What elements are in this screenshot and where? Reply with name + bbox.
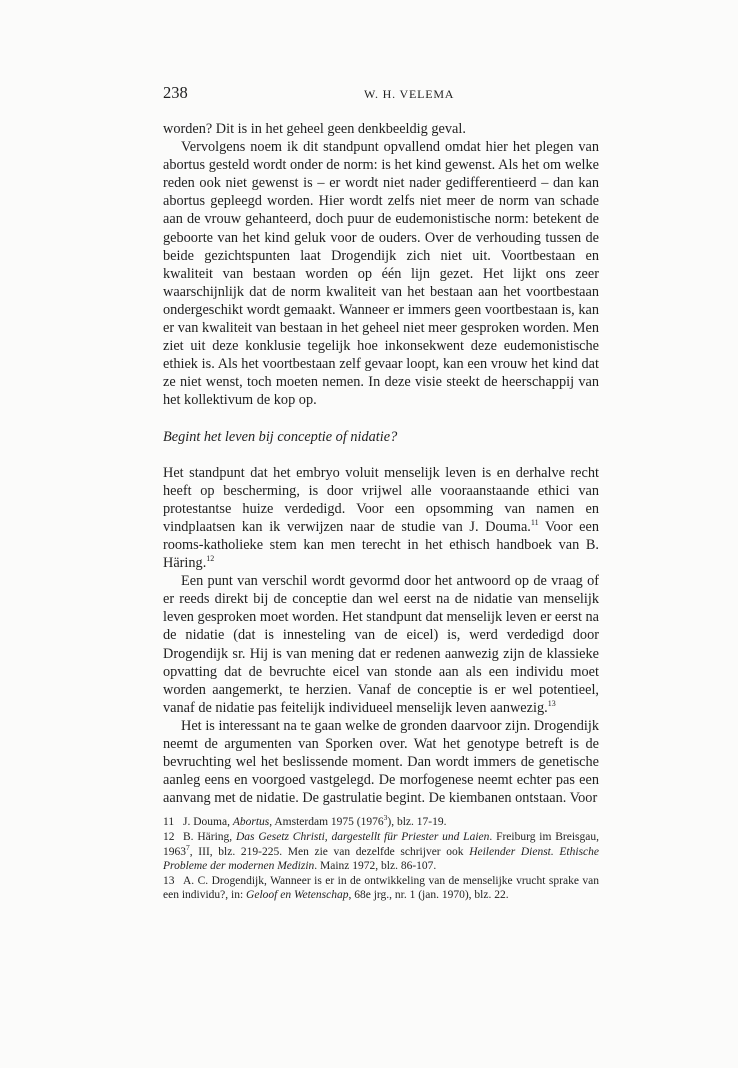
footnote (163, 874, 599, 903)
paragraph: Het is interessant na te gaan welke de gronden daarvoor zijn. Drogendijk neemt de argumenten van Sporken over. Wat het genotype betreft is de bevruchting wel het beslissende moment. Dan wordt immers de genetische aanleg eens en voorgoed vastgelegd. De morfogenese neemt echter pas een aanvang met de nidatie. De gastrulatie begint. De kiembanen ontstaan. Voor (163, 717, 599, 807)
footnote-text: ), blz. 17-19. (387, 816, 447, 828)
footnotes (163, 815, 599, 904)
footnote-title: Geloof en Wetenschap (246, 889, 349, 902)
footnote-text: , Amsterdam 1975 (1976 (269, 816, 384, 828)
footnote-ref: 11 (530, 518, 539, 528)
footnote-text: . Mainz 1972, blz. 86-107. (314, 859, 437, 872)
footnote-title: Abortus (232, 816, 270, 828)
footnote-number: 12 (163, 831, 175, 844)
footnote-title: Heilender Dienst. Ethische Probleme der modernen Medizin (163, 845, 599, 872)
edition-sup: 3 (383, 813, 388, 823)
paragraph-text: Voor een rooms-katholieke stem kan men terecht in het ethisch handboek van B. Häring. (163, 518, 599, 572)
footnote (163, 815, 599, 829)
footnote-text: A. C. Drogendijk, Wanneer is er in de ontwikkeling van de menselijke vrucht sprake van een individu?, in: (163, 875, 599, 902)
footnote-ref: 13 (547, 699, 556, 709)
footnote-ref: 12 (206, 554, 215, 564)
footnote-number: 13 (163, 875, 175, 888)
page-header (163, 83, 599, 105)
paragraph-text: Een punt van verschil wordt gevormd door het antwoord op de vraag of er reeds direkt bij de conceptie dan wel eerst na de nidatie van menselijk leven gesproken moet worden. Het standpunt dat menselijk leven er eerst na de nidatie (dat is innesteling van de eicel) is, werd verdedigd door Drogendijk sr. Hij is van mening dat er redenen aanwezig zijn de klassieke opvatting dat de bevruchte eicel van stonde aan als een individu moet worden aangemerkt, te herzien. Vanaf de conceptie is er wel potentieel, vanaf de nidatie pas feitelijk individueel menselijk leven aanwezig. (163, 573, 599, 716)
footnote-title: Das Gesetz Christi, dargestellt für Priester und Laien (235, 831, 490, 844)
paragraph: Vervolgens noem ik dit standpunt opvallend omdat hier het plegen van abortus gesteld wordt onder de norm: is het kind gewenst. Als het om welke reden ook niet gewenst is – er wordt niet nader gedifferentieerd – dan kan abortus gepleegd worden. Hier wordt zelfs niet meer de norm van schade aan de vrouw gehanteerd, doch puur de eudemonistische norm: betekent de geboorte van het kind geluk voor de ouders. Over de verhouding tussen de beide gezichtspunten laat Drogendijk zich niet uit. Voortbestaan en kwaliteit van bestaan worden op één lijn gezet. Het lijkt ons zeer waarschijnlijk dat de norm kwaliteit van het bestaan aan het voortbestaan ondergeschikt wordt gemaakt. Wanneer er immers geen voortbestaan is, kan er van kwaliteit van bestaan in het geheel niet meer gesproken worden. Men ziet uit deze konklusie tegelijk hoe inkonsekwent deze eudemonistische ethiek is. Als het voortbestaan zelf gevaar loopt, kan een vrouw het kind dat ze niet wenst, toch moeten nemen. In deze visie steekt de heerschappij van het kollektivum de kop op. (163, 139, 599, 409)
footnote-text: , 68e jrg., nr. 1 (jan. 1970), blz. 22. (348, 889, 509, 902)
page-number: 238 (163, 83, 188, 102)
footnote (163, 830, 599, 873)
footnote-text: J. Douma, (183, 816, 233, 828)
section-heading: Begint het leven bij conceptie of nidatie? (163, 428, 398, 445)
paragraph-text: Het standpunt dat het embryo voluit menselijk leven is en derhalve recht heeft op bescherming, is door vrijwel alle vooraanstaande ethici van protestantse huize verdedigd. Voor een opsomming van namen en vindplaatsen kan ik verwijzen naar de studie van J. Douma. (163, 464, 599, 535)
paragraph: worden? Dit is in het geheel geen denkbeeldig geval. (163, 121, 466, 137)
footnote-text: B. Häring, (183, 831, 236, 844)
body-text (163, 120, 599, 807)
edition-sup: 7 (186, 842, 190, 852)
paragraph (163, 572, 599, 717)
footnote-number: 11 (163, 816, 175, 828)
running-head: W. H. VELEMA (364, 87, 455, 101)
footnote-text: , III, blz. 219-225. Men zie van dezelfde schrijver ook (189, 845, 470, 858)
footnote-text: . Freiburg im Breisgau, 1963 (163, 831, 599, 858)
paragraph (163, 464, 599, 573)
